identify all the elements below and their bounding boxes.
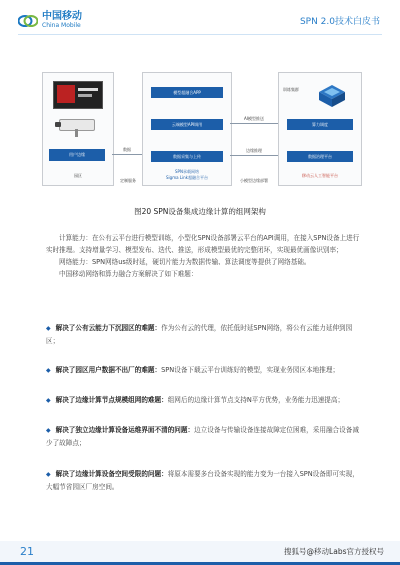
- china-mobile-logo: [18, 12, 82, 29]
- data-link-label: 数据: [123, 147, 131, 152]
- bullet-text: 作为公有云的代理，依托低时延SPN网络，将公有云能力延伸到园区；: [46, 324, 353, 345]
- network-architecture-diagram: [42, 72, 360, 190]
- connector-middle-right-top: [230, 123, 278, 124]
- bullet-bold: 解决了边缘计算设备空间受限的问题：: [55, 470, 168, 478]
- data-collect-block: 数据采集与上传: [151, 151, 223, 162]
- paragraph-intro: 中国移动网络和算力融合方案解决了如下难题：: [59, 270, 198, 278]
- spn-network-label: SPN承载网络: [175, 169, 199, 174]
- body-paragraphs: [46, 232, 360, 280]
- model-app-block: 模型超融合APP: [151, 87, 223, 98]
- mobile-cloud-ai-label: 移动云人工智能平台: [302, 173, 338, 178]
- bullet-text: SPN设备下载云平台训练好的模型，实现业务园区本地推理；: [161, 366, 340, 374]
- middle-panel-spn: [142, 72, 232, 186]
- bullet-item: [46, 364, 360, 377]
- china-mobile-logo-icon: [18, 14, 38, 28]
- user-edge-block: 用户边缘: [49, 149, 105, 161]
- sigma-link-label: Sigma Link超融合平台: [166, 175, 208, 180]
- diamond-bullet-icon: ◆: [46, 427, 51, 434]
- page-footer: [0, 541, 400, 565]
- ai-model-push-label: AI模型推送: [244, 116, 264, 121]
- footer-watermark: 搜狐号@移动Labs官方授权号: [284, 547, 384, 556]
- diamond-bullet-icon: ◆: [46, 325, 51, 332]
- bullet-item: [46, 468, 360, 493]
- logo-text-en: China Mobile: [42, 22, 81, 29]
- left-panel-park: [42, 72, 114, 186]
- bullet-bold: 解决了独立边缘计算设备运维界面不清的问题：: [55, 426, 195, 434]
- bullet-text: 将原本需要多台设备实现的能力变为一台接入SPN设备即可实现，大幅节省园区厂房空间。: [46, 470, 359, 491]
- training-cluster-label: 训练集群: [283, 87, 299, 92]
- custom-service-label: 定制服务: [120, 178, 136, 183]
- bullet-bold: 解决了边缘计算节点规模组网的难题：: [55, 396, 168, 404]
- chip-icon: [317, 83, 347, 109]
- page-number: 21: [20, 545, 34, 558]
- paragraph-network: 网络能力：SPN网络us级时延，硬切片能力为数据传输、算法调度等提供了网络基础。: [59, 258, 311, 266]
- logo-text-cn: 中国移动: [42, 11, 82, 22]
- edge-inference-label: 边缘推理: [246, 148, 262, 153]
- page-header: [0, 0, 400, 40]
- bullet-text: 组网后的边缘计算节点支持N平方优势，业务能力迅速提高；: [167, 396, 345, 404]
- right-panel-cloud: [278, 72, 362, 186]
- data-governance-block: 数据治理平台: [287, 151, 353, 162]
- camera-image: [55, 115, 99, 137]
- header-divider: [18, 34, 382, 35]
- bullet-bold: 解决了公有云能力下沉园区的难题：: [55, 324, 162, 332]
- park-label: 园区: [74, 173, 82, 178]
- figure-caption: 图20 SPN设备集成边缘计算的组网架构: [134, 207, 266, 216]
- connector-left-middle: [112, 154, 142, 155]
- connector-middle-right-bottom: [230, 155, 278, 156]
- bullet-item: [46, 394, 360, 407]
- bullet-item: [46, 424, 360, 449]
- diamond-bullet-icon: ◆: [46, 397, 51, 404]
- small-model-deploy-label: 小模型边缘部署: [240, 178, 268, 183]
- monitor-screen-image: [53, 81, 103, 109]
- diamond-bullet-icon: ◆: [46, 367, 51, 374]
- bullet-item: [46, 322, 360, 347]
- diamond-bullet-icon: ◆: [46, 471, 51, 478]
- bullet-text: 边立设备与传输设备连接故障定位困难，采用融合设备减少了故障点；: [46, 426, 359, 447]
- paragraph-compute: 计算能力：在公有云平台进行模型训练，小型化SPN设备部署云平台的API调用，在接入SPN设备上进行实时推理。支持增量学习、模型发布、迭代、推送，形成模型最优的完整闭环，实现最优画像识别率；: [46, 234, 360, 254]
- compute-schedule-block: 算力调度: [287, 119, 353, 130]
- bullet-bold: 解决了园区用户数据不出厂的难题：: [55, 366, 162, 374]
- document-title: SPN 2.0技术白皮书: [299, 17, 380, 27]
- cloud-api-block: 云端模型API调用: [151, 119, 223, 130]
